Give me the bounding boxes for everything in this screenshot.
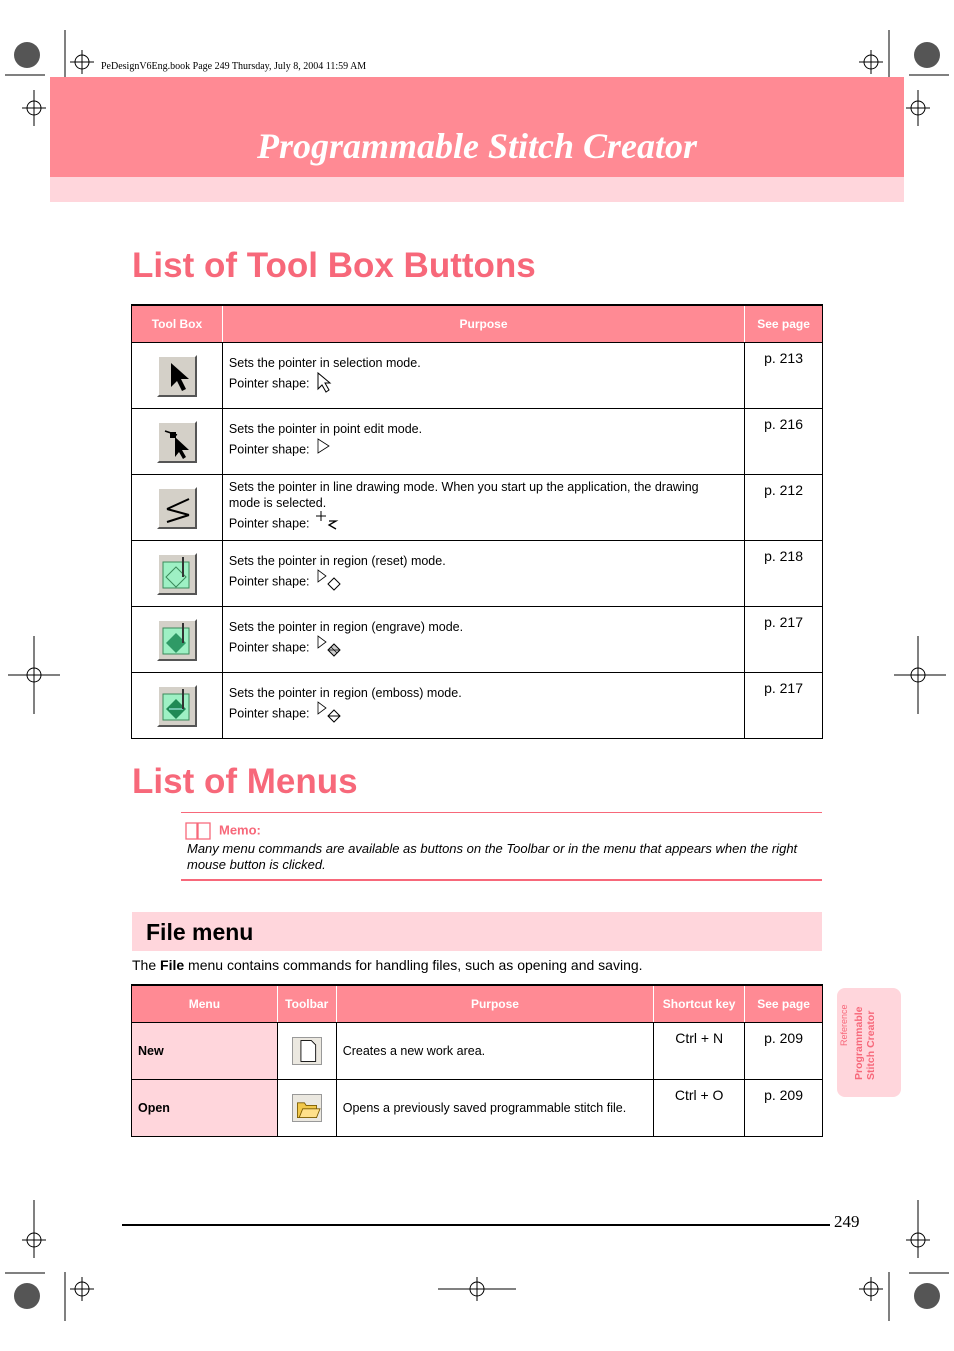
toolbox-icon-cell <box>132 343 223 409</box>
toolbox-purpose-cell <box>222 607 744 673</box>
toolbar-open-button[interactable] <box>292 1094 322 1122</box>
memo-heading <box>185 821 261 841</box>
point-edit-icon <box>159 423 195 461</box>
header-shortcut-key: Shortcut key <box>654 985 745 1023</box>
pointer-shape-label: Pointer shape: <box>228 515 310 530</box>
pointer-shape-label: Pointer shape: <box>228 705 310 720</box>
pointer-shape-line <box>229 437 744 463</box>
line-draw-icon <box>159 489 195 527</box>
region-engrave-icon <box>159 621 195 659</box>
page-number: 249 <box>834 1212 860 1231</box>
menu-item-new: New <box>138 1044 164 1058</box>
toolbox-icon-cell <box>132 475 223 541</box>
toolbox-row <box>132 541 823 607</box>
toolbox-icon-cell <box>132 541 223 607</box>
shortcut-key-cell: Ctrl + O <box>654 1080 745 1137</box>
menus-section-title: List of Menus <box>132 762 358 801</box>
purpose-text: Sets the pointer in region (engrave) mode. <box>228 619 464 634</box>
new-file-icon <box>293 1038 321 1064</box>
pointer-shape-label: Pointer shape: <box>228 573 310 588</box>
region-engrave-button[interactable] <box>157 619 197 661</box>
pointer-shape-icon <box>316 569 342 595</box>
pointer-shape-icon <box>316 511 342 537</box>
toolbox-row <box>132 673 823 739</box>
see-page-cell: p. 212 <box>745 475 823 541</box>
toolbox-purpose-cell <box>222 343 744 409</box>
memo-box <box>181 812 822 881</box>
toolbox-purpose-cell <box>222 673 744 739</box>
pointer-shape-icon <box>316 701 342 727</box>
side-tab-reference: Reference <box>839 1004 849 1046</box>
pointer-shape-line <box>229 511 744 537</box>
header-see-page: See page <box>745 985 823 1023</box>
header-menu: Menu <box>132 985 278 1023</box>
toolbox-row <box>132 343 823 409</box>
region-emboss-icon <box>159 687 195 725</box>
chapter-header-stripe <box>50 177 904 202</box>
memo-text: Many menu commands are available as buttons on the Toolbar or in the menu that appears when the right mouse button is clicked. <box>187 841 798 872</box>
pointer-shape-line <box>229 701 744 727</box>
pointer-shape-line <box>229 569 744 595</box>
file-menu-table <box>131 984 823 1137</box>
purpose-text: Sets the pointer in line drawing mode. When you start up the application, the drawing <box>228 479 699 494</box>
side-tab-line2: Stitch Creator <box>865 1010 877 1080</box>
pointer-shape-line <box>229 371 744 397</box>
see-page-cell: p. 213 <box>745 343 823 409</box>
pointer-shape-icon <box>316 371 342 397</box>
toolbox-icon-cell <box>132 673 223 739</box>
purpose-text: Sets the pointer in region (emboss) mode. <box>228 685 462 700</box>
purpose-text: Sets the pointer in point edit mode. <box>228 421 423 436</box>
menu-purpose-cell: Creates a new work area. <box>336 1023 653 1080</box>
file-menu-title: File menu <box>146 919 254 945</box>
region-reset-icon <box>159 555 195 593</box>
header-see-page: See page <box>745 305 823 343</box>
pointer-shape-icon <box>316 635 342 661</box>
file-menu-intro <box>132 957 643 973</box>
menu-name-cell <box>132 1023 278 1080</box>
pointer-shape-line <box>229 635 744 661</box>
side-tab-line1: Programmable <box>853 1006 865 1080</box>
footer-rule <box>122 1224 830 1226</box>
pointer-shape-icon <box>316 437 342 463</box>
menu-purpose-cell: Opens a previously saved programmable stitch file. <box>336 1080 653 1137</box>
see-page-cell: p. 209 <box>745 1080 823 1137</box>
toolbox-row <box>132 409 823 475</box>
menu-name-cell <box>132 1080 278 1137</box>
purpose-text: Sets the pointer in selection mode. <box>228 355 421 370</box>
chapter-title: Programmable Stitch Creator <box>256 126 698 166</box>
print-meta: PeDesignV6Eng.book Page 249 Thursday, July 8, 2004 11:59 AM <box>101 61 367 72</box>
toolbox-table <box>131 304 823 739</box>
line-draw-button[interactable] <box>157 487 197 529</box>
toolbox-row <box>132 475 823 541</box>
toolbox-section-title: List of Tool Box Buttons <box>132 246 536 285</box>
see-page-cell: p. 216 <box>745 409 823 475</box>
toolbox-purpose-cell <box>222 541 744 607</box>
pointer-shape-label: Pointer shape: <box>228 441 310 456</box>
purpose-text: Sets the pointer in region (reset) mode. <box>228 553 446 568</box>
memo-label: Memo: <box>219 822 261 838</box>
intro-text-post: menu contains commands for handling files, such as opening and saving. <box>184 957 643 973</box>
file-menu-heading-band <box>132 912 822 951</box>
open-folder-icon <box>293 1095 321 1121</box>
point-edit-button[interactable] <box>157 421 197 463</box>
region-emboss-button[interactable] <box>157 685 197 727</box>
side-tab-title <box>853 1006 877 1080</box>
pointer-shape-label: Pointer shape: <box>228 375 310 390</box>
intro-text-bold: File <box>160 957 185 973</box>
header-purpose: Purpose <box>222 305 744 343</box>
see-page-cell: p. 218 <box>745 541 823 607</box>
toolbox-icon-cell <box>132 607 223 673</box>
toolbox-purpose-cell <box>222 475 744 541</box>
header-purpose: Purpose <box>336 985 653 1023</box>
select-arrow-button[interactable] <box>157 355 197 397</box>
menu-item-open: Open <box>138 1101 170 1115</box>
see-page-cell: p. 209 <box>745 1023 823 1080</box>
side-tab <box>837 988 901 1097</box>
file-menu-row <box>132 1080 823 1137</box>
toolbar-icon-cell <box>277 1080 336 1137</box>
toolbox-purpose-cell <box>222 409 744 475</box>
file-menu-row <box>132 1023 823 1080</box>
header-toolbar: Toolbar <box>277 985 336 1023</box>
see-page-cell: p. 217 <box>745 673 823 739</box>
purpose-text-cont: mode is selected. <box>228 495 327 510</box>
toolbar-icon-cell <box>277 1023 336 1080</box>
book-icon <box>185 821 211 841</box>
toolbox-icon-cell <box>132 409 223 475</box>
pointer-shape-label: Pointer shape: <box>228 639 310 654</box>
shortcut-key-cell: Ctrl + N <box>654 1023 745 1080</box>
intro-text-pre: The <box>132 957 161 973</box>
toolbox-row <box>132 607 823 673</box>
see-page-cell: p. 217 <box>745 607 823 673</box>
select-arrow-icon <box>159 357 195 395</box>
region-reset-button[interactable] <box>157 553 197 595</box>
header-tool-box: Tool Box <box>132 305 223 343</box>
toolbar-new-button[interactable] <box>292 1037 322 1065</box>
